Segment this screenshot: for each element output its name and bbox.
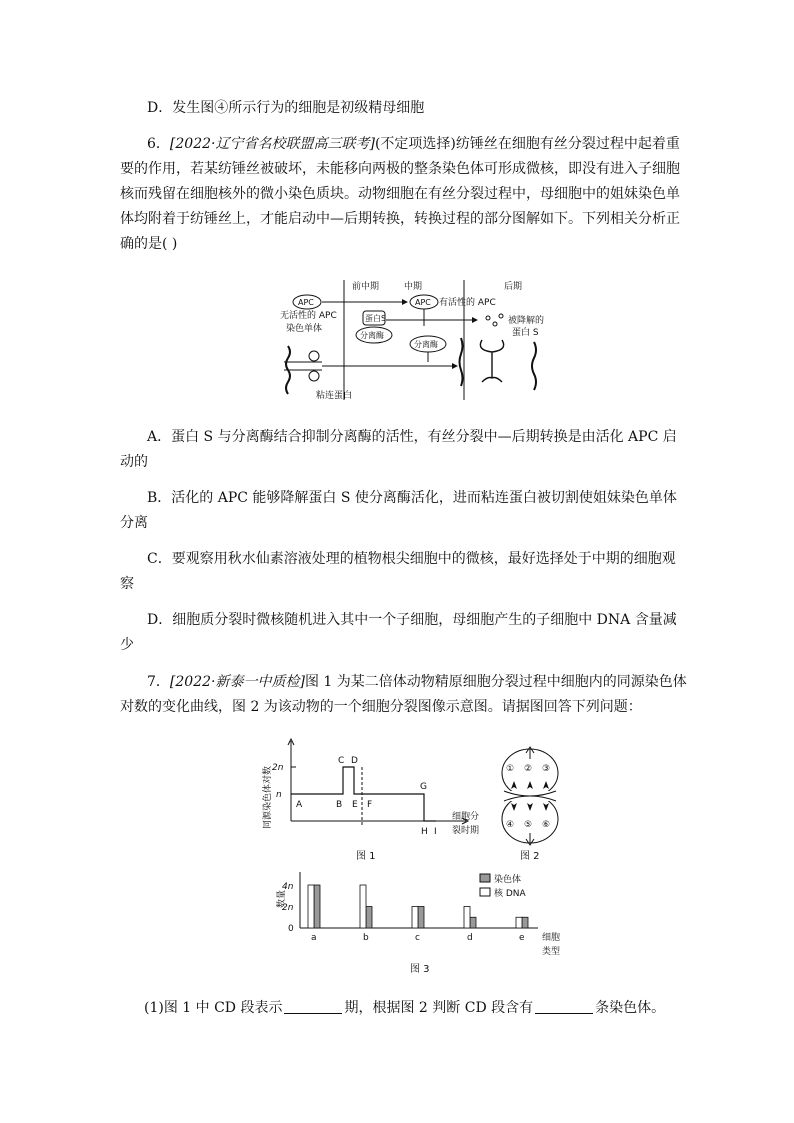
kinetochore-icon [309,371,319,381]
fig2-caption: 图 2 [520,851,540,862]
bar-e-dna [516,917,522,928]
arrow-head [402,299,408,305]
fig1-point-label: A [296,800,303,810]
bar-c-dna [412,907,418,929]
phase-label-metaphase: 中期 [404,282,423,292]
fig3-y-axis-label: 数量 [277,889,287,908]
degraded-label-1: 被降解的 [508,316,545,326]
chromosome-num: ④ [506,820,515,830]
q6-stem-line-4: 体均附着于纺锤丝上，才能启动中—后期转换，转换过程的部分图解如下。下列相关分析正 [120,211,680,227]
legend-chromosome-label: 染色体 [494,875,522,885]
apc-label-active: APC [415,298,431,307]
fig3-y-tick: 2n [282,903,294,913]
answer-blank-1[interactable] [284,999,342,1014]
fig3-x-axis-label-2: 类型 [542,947,561,957]
answer-blank-2[interactable] [535,999,593,1014]
q7-sub1-text-c: 条染色体。 [595,1000,666,1016]
fig1-point-label: E [352,800,358,810]
separase-label-1: 分离酶 [360,331,384,340]
q7-stem-line-2: 对数的变化曲线，图 2 为该动物的一个细胞分裂图像示意图。请据图回答下列问题： [120,699,642,715]
fig3-caption: 图 3 [410,964,430,975]
legend-dna-swatch [480,888,490,896]
fig1-point-label: H [421,827,428,837]
arrow-head [452,363,458,369]
figure-3-bar-chart [270,868,590,980]
fig3-category-label: d [467,933,473,943]
q6-stem-text: (不定项选择)纺锤丝在细胞有丝分裂过程中起着重 [374,136,680,152]
kinetochore-icon [309,351,319,361]
chromatid-pair-icon [284,362,322,370]
fig3-category-label: b [363,933,369,943]
fig1-point-label: D [351,756,358,766]
figure-2-cell-diagram [490,745,570,865]
q6-option-a-line-2: 动的 [120,454,148,470]
apc-process-diagram [276,278,546,402]
degraded-label-2: 蛋白 S [512,328,539,338]
apc-label-inactive: APC [298,298,314,307]
separase-label-2: 分离酶 [414,340,438,349]
legend-chromosome-swatch [480,874,490,882]
chromosome-num: ① [506,764,515,774]
bar-c-chromosome [418,907,424,929]
bar-e-chromosome [522,917,528,928]
fig3-category-label: c [415,933,420,943]
q5-option-d: D．发生图④所示行为的细胞是初级精母细胞 [147,100,425,116]
q6-option-d-line-1: D．细胞质分裂时微核随机进入其中一个子细胞，母细胞产生的子细胞中 DNA 含量减 [147,612,677,628]
fig1-point-label: C [338,756,345,766]
chromosome-icon [460,338,463,386]
q6-option-b-line-1: B．活化的 APC 能够降解蛋白 S 使分离酶活化，进而粘连蛋白被切割使姐妹染色单体 [147,490,677,506]
bar-a-dna [308,885,314,928]
q6-number: 6． [147,136,170,152]
fig3-x-axis-label-1: 细胞 [542,933,561,943]
protein-s-label: 蛋白S [365,314,387,323]
q7-sub1 [144,998,704,1018]
phase-label-anaphase: 后期 [504,282,523,292]
fig1-point-label: G [420,782,427,792]
phase-label-prometaphase: 前中期 [352,282,380,292]
q7-sub1-text-a: (1)图 1 中 CD 段表示 [144,1000,283,1016]
q7-number: 7． [147,674,170,690]
fig3-y-tick: 4n [282,882,294,892]
bar-d-dna [464,907,470,929]
q6-option-a-line-1: A．蛋白 S 与分离酶结合抑制分离酶的活性，有丝分裂中—后期转换是由活化 APC 启 [147,429,677,445]
fig1-point-label: B [336,800,343,810]
q7-stem-line-1 [147,672,707,692]
q6-source: [2022·辽宁省名校联盟高三联考] [169,136,375,152]
chromosome-num: ⑥ [542,820,551,830]
cohesin-label: 粘连蛋白 [316,391,353,401]
bar-a-chromosome [314,885,320,928]
fragment-icon [499,314,503,318]
chromosome-num: ③ [542,764,551,774]
q6-option-b-line-2: 分离 [120,515,148,531]
fig1-x-axis-label-1: 细胞分 [452,812,480,822]
separating-chromatids-icon [480,340,503,382]
legend-dna-label: 核 DNA [494,889,526,899]
fig3-category-label: a [311,933,317,943]
fragment-icon [486,316,490,320]
fig3-y-tick: 0 [288,924,294,934]
chromatid-label: 染色单体 [286,324,323,334]
fig1-curve [291,767,436,821]
q7-stem-text: 图 1 为某二倍体动物精原细胞分裂过程中细胞内的同源染色体 [304,674,687,690]
figure-1-chart [256,737,486,865]
q6-option-c-line-1: C．要观察用秋水仙素溶液处理的植物根尖细胞中的微核，最好选择处于中期的细胞观 [147,551,676,567]
fig1-y-tick-n: n [276,790,282,800]
q6-option-c-line-2: 察 [120,576,134,592]
bar-d-chromosome [470,917,476,928]
q6-stem-line-2: 要的作用，若某纺锤丝被破坏，未能移向两极的整条染色体可形成微核，即没有进入子细胞 [120,161,680,177]
q6-stem-line-5: 确的是( ) [120,236,178,252]
chromosome-icon [532,342,536,390]
fig1-y-axis-label: 同源染色体对数 [263,765,273,829]
chromosome-num: ⑤ [524,820,533,830]
fragment-icon [493,322,497,326]
fig3-category-label: e [519,933,525,943]
q6-option-d-line-2: 少 [120,637,134,653]
fig1-point-label: I [434,827,437,837]
arrow-head [472,317,478,323]
chromosome-num: ② [524,764,533,774]
fig1-point-label: F [367,800,373,810]
q7-sub1-text-b: 期，根据图 2 判断 CD 段含有 [344,1000,534,1016]
bar-b-dna [360,885,366,928]
q6-stem-line-3: 核而残留在细胞核外的微小染色质块。动物细胞在有丝分裂过程中，母细胞中的姐妹染色单 [120,186,680,202]
fig1-caption: 图 1 [356,851,376,862]
fig1-x-axis-label-2: 裂时期 [452,826,480,836]
inactive-apc-label: 无活性的 APC [280,311,337,321]
active-apc-label: 有活性的 APC [439,298,496,308]
q6-stem-line-1 [147,134,707,154]
bar-b-chromosome [366,907,372,929]
fig1-y-tick-2n: 2n [272,763,284,773]
q7-source: [2022·新泰一中质检] [169,674,305,690]
